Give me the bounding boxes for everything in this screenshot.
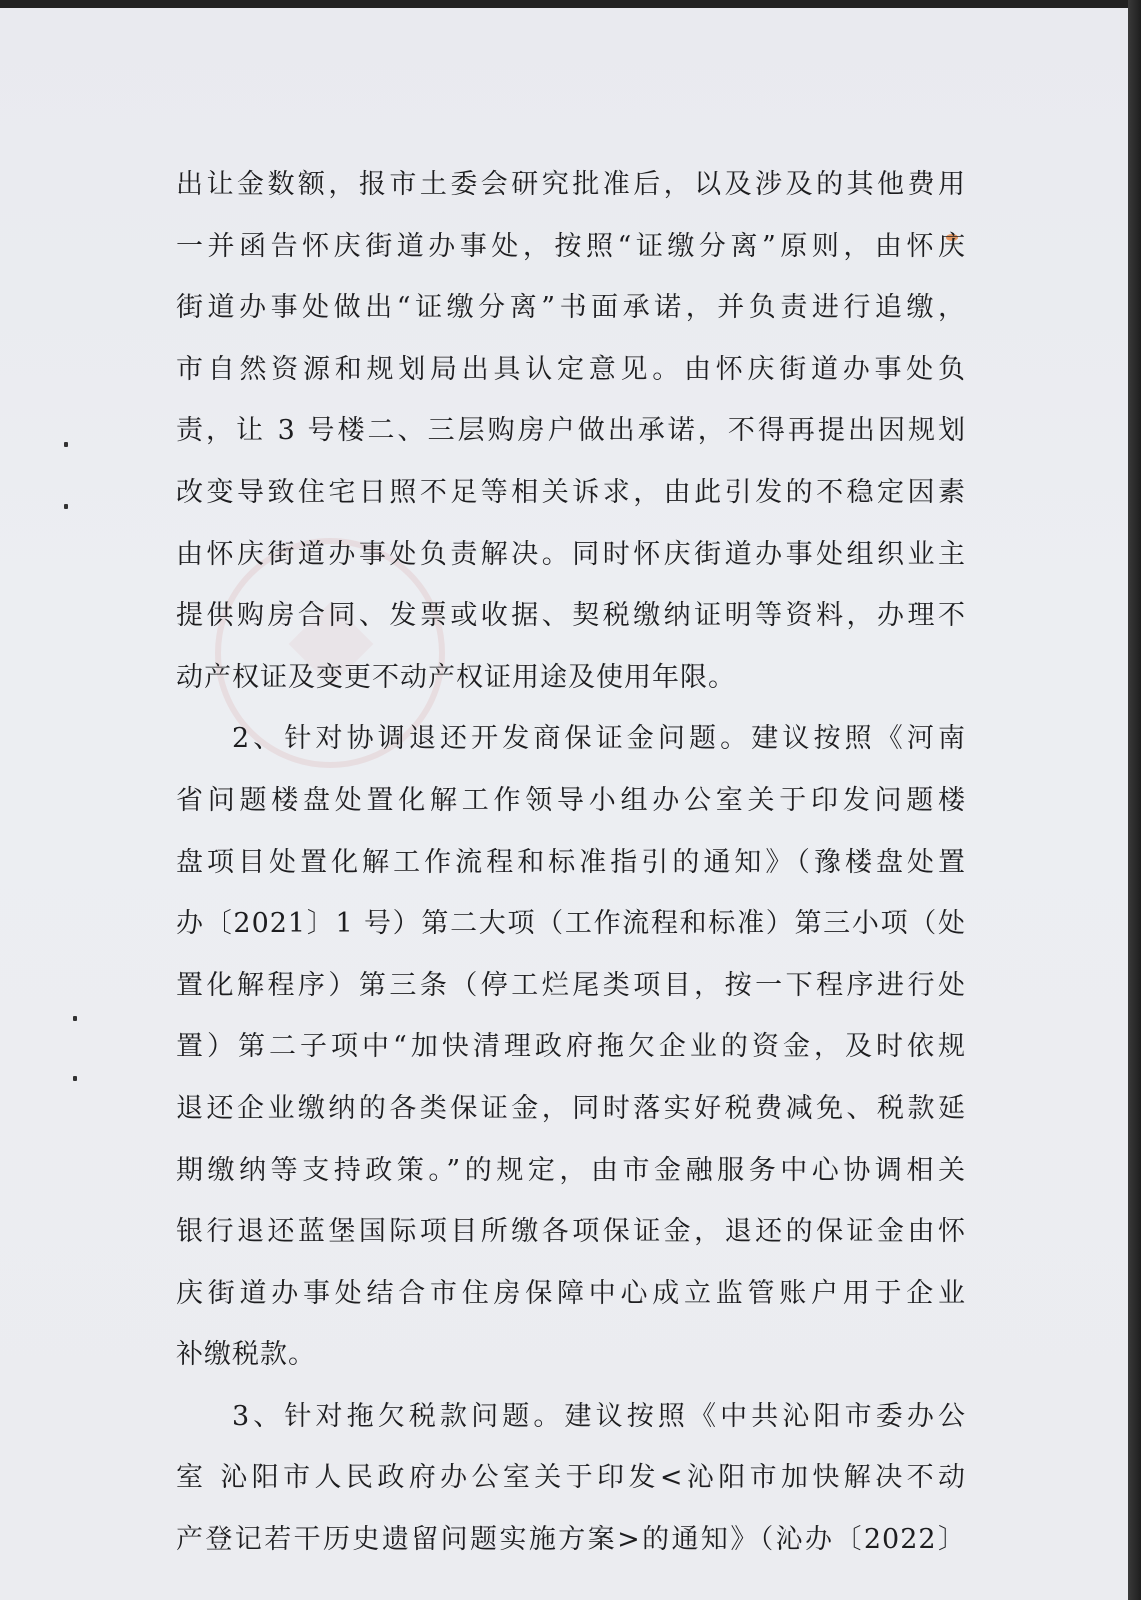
text-line: 出让金数额，报市土委会研究批准后，以及涉及的其他费用 <box>176 169 966 200</box>
binding-hole-dot <box>73 1076 77 1081</box>
text-line: 银行退还蓝堡国际项目所缴各项保证金，退还的保证金由怀 <box>176 1216 966 1248</box>
text-line: 退还企业缴纳的各类保证金，同时落实好税费减免、税款延 <box>176 1092 966 1124</box>
binding-hole-dot <box>73 1016 77 1021</box>
text-line: 室 沁阳市人民政府办公室关于印发<沁阳市加快解决不动 <box>176 1462 966 1494</box>
text-line: 2、针对协调退还开发商保证金问题。建议按照《河南 <box>232 723 966 755</box>
text-line: 一并函告怀庆街道办事处，按照“证缴分离”原则，由怀庆 <box>176 230 966 262</box>
binding-hole-dot <box>64 504 68 509</box>
text-line: 盘项目处置化解工作流程和标准指引的通知》（豫楼盘处置 <box>176 846 966 878</box>
text-line: 期缴纳等支持政策。”的规定，由市金融服务中心协调相关 <box>176 1154 966 1186</box>
text-line: 3、针对拖欠税款问题。建议按照《中共沁阳市委办公 <box>232 1400 966 1432</box>
scan-right-edge <box>1128 0 1141 1600</box>
text-line: 省问题楼盘处置化解工作领导小组办公室关于印发问题楼 <box>176 784 966 816</box>
text-line: 庆街道办事处结合市住房保障中心成立监管账户用于企业 <box>176 1277 966 1309</box>
text-line: 置）第二子项中“加快清理政府拖欠企业的资金，及时依规 <box>176 1031 966 1063</box>
scan-top-edge <box>0 0 1141 8</box>
text-line: 补缴税款。 <box>176 1339 316 1371</box>
text-line: 责，让 3 号楼二、三层购房户做出承诺，不得再提出因规划 <box>176 415 966 447</box>
text-line: 动产权证及变更不动产权证用途及使用年限。 <box>176 661 736 693</box>
text-line: 由怀庆街道办事处负责解决。同时怀庆街道办事处组织业主 <box>176 538 966 570</box>
document-page <box>0 8 1128 1600</box>
text-line: 市自然资源和规划局出具认定意见。由怀庆街道办事处负 <box>176 353 966 385</box>
text-line: 产登记若干历史遗留问题实施方案>的通知》（沁办〔2022〕 <box>176 1524 966 1556</box>
text-line: 办〔2021〕1 号）第二大项（工作流程和标准）第三小项（处 <box>176 908 966 940</box>
body-text <box>176 154 966 1571</box>
text-line: 改变导致住宅日照不足等相关诉求，由此引发的不稳定因素 <box>176 476 966 508</box>
text-line: 街道办事处做出“证缴分离”书面承诺，并负责进行追缴， <box>176 292 966 324</box>
text-line: 置化解程序）第三条（停工烂尾类项目，按一下程序进行处 <box>176 969 966 1001</box>
binding-hole-dot <box>64 442 68 447</box>
text-line: 提供购房合同、发票或收据、契税缴纳证明等资料，办理不 <box>176 600 966 632</box>
